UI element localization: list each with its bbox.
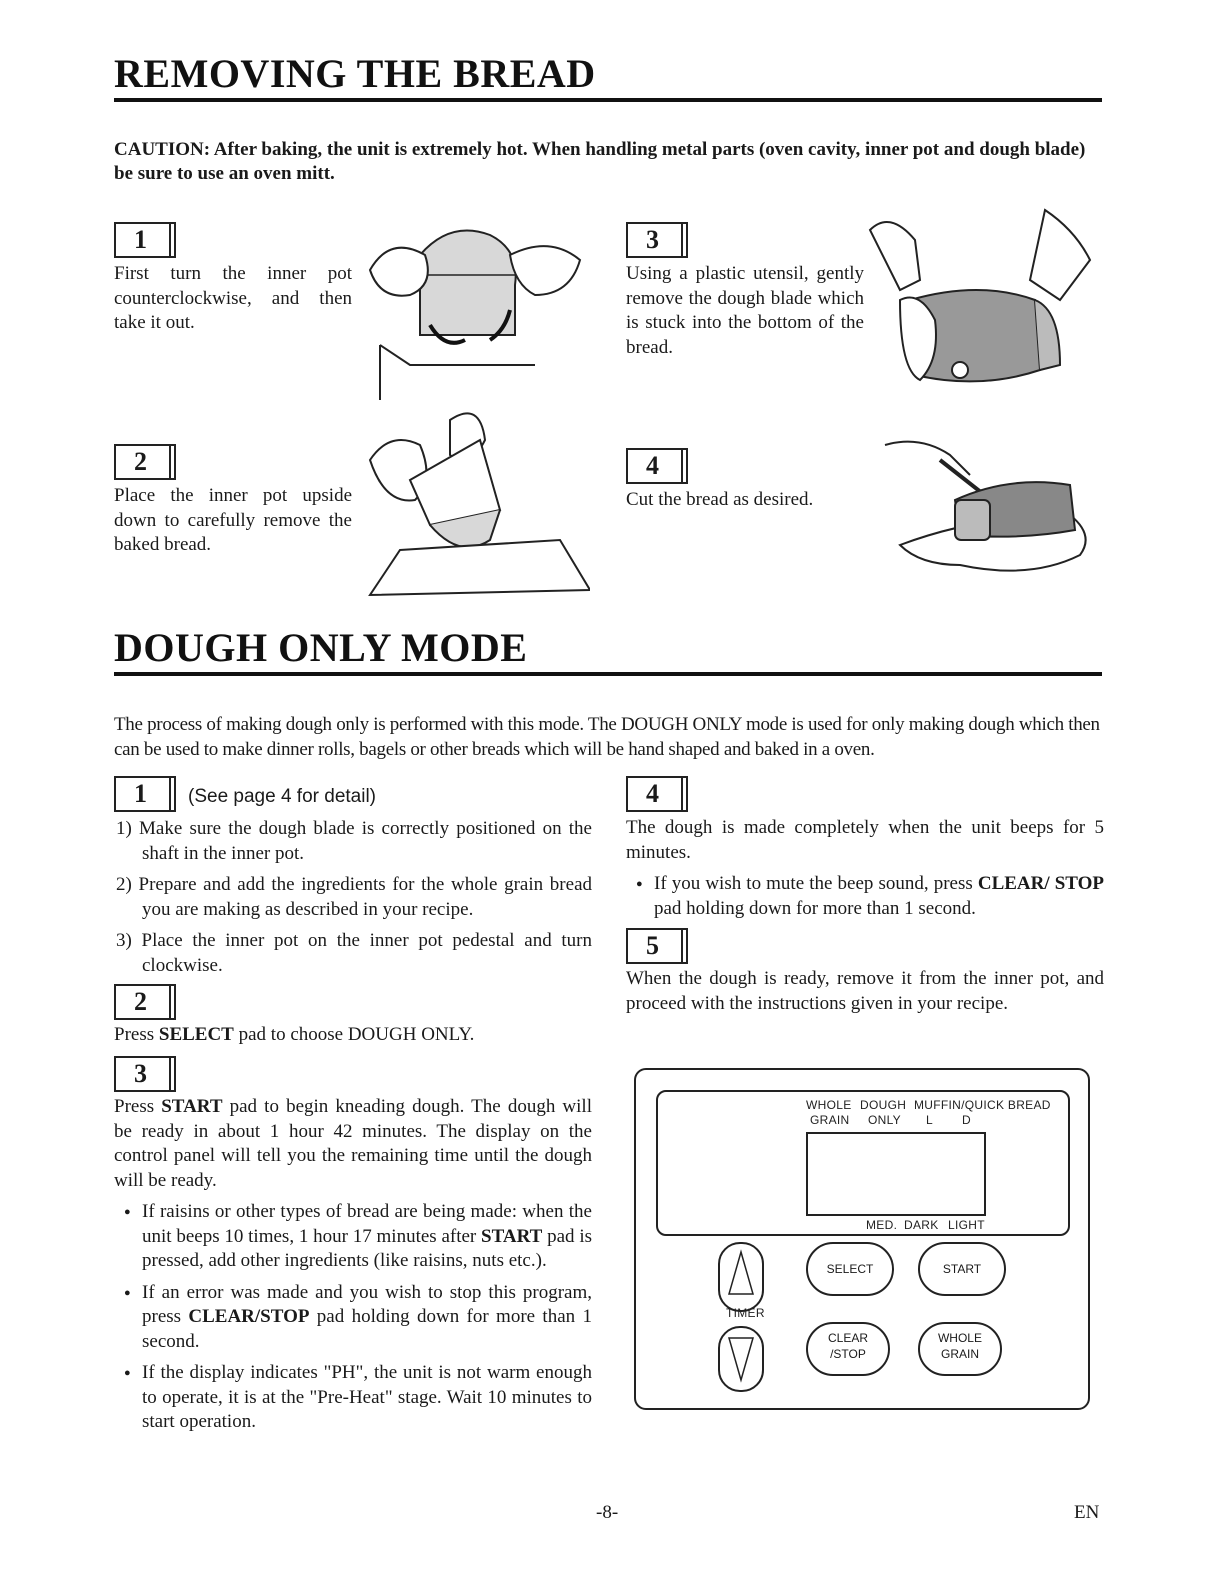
label-only: ONLY [868, 1113, 901, 1127]
start-button: START [918, 1242, 1006, 1296]
step-text: Cut the bread as desired. [626, 489, 814, 510]
step-text: Using a plastic utensil, gently remove the dough blade which is stuck into the bottom of the bread. [626, 263, 864, 358]
label-whole: WHOLE [806, 1098, 852, 1112]
item-text: Prepare and add the ingredients for the whole grain bread you are making as described in your recipe. [138, 874, 593, 920]
whole-grain-button: WHOLE GRAIN [918, 1322, 1002, 1376]
label-med: MED. [866, 1218, 898, 1232]
step3-bullets [116, 1200, 592, 1442]
step-text: Place the inner pot upside down to carefully remove the baked bread. [114, 485, 352, 555]
language-code: EN [1074, 1502, 1100, 1523]
step-number: 1 [114, 776, 176, 812]
page-number: -8- [596, 1502, 619, 1523]
dough-intro: The process of making dough only is performed with this mode. The DOUGH ONLY mode is used for only making dough which then can be used to make dinner rolls, bagels or other breads which will be hand shaped and baked in a oven. [114, 714, 1100, 760]
title-rule [114, 98, 1102, 102]
step-number: 3 [114, 1056, 176, 1092]
illustration-remove-pot [350, 215, 600, 400]
step-text: First turn the inner pot counterclockwise, and then take it out. [114, 263, 352, 333]
step-number: 5 [626, 928, 688, 964]
item-number: 2) [116, 874, 132, 895]
clear-stop-button: CLEAR /STOP [806, 1322, 890, 1376]
step4-text: The dough is made completely when the unit beeps for 5 minutes. [626, 817, 1104, 863]
timer-down-button [718, 1326, 764, 1392]
step-number: 4 [626, 448, 688, 484]
label-muffin: MUFFIN/QUICK BREAD [914, 1098, 1051, 1112]
step2-text: Press SELECT pad to choose DOUGH ONLY. [114, 1024, 475, 1045]
removing-title: REMOVING THE BREAD [114, 51, 596, 96]
step-number: 2 [114, 984, 176, 1020]
triangle-up-icon [720, 1244, 762, 1310]
illustration-cut-bread [880, 405, 1095, 595]
dough-title-rule [114, 672, 1102, 676]
lcd-screen [806, 1132, 986, 1216]
control-panel [634, 1068, 1090, 1410]
list-item: ● If an error was made and you wish to stop this program, press CLEAR/STOP pad holding down for more than 1 second. [116, 1281, 592, 1355]
timer-label: TIMER [726, 1306, 765, 1320]
list-item [116, 928, 592, 978]
step5-text: When the dough is ready, remove it from the inner pot, and proceed with the instructions given in your recipe. [626, 968, 1104, 1014]
list-item: ● If the display indicates "PH", the unit is not warm enough to operate, it is at the "Pre-Heat" stage. Wait 10 minutes to start operation. [116, 1361, 592, 1435]
caution-text: CAUTION: After baking, the unit is extremely hot. When handling metal parts (oven cavity, inner pot and dough blade) be sure to use an oven mitt. [114, 139, 1086, 184]
label-dark: DARK [904, 1218, 939, 1232]
step-number: 3 [626, 222, 688, 258]
item-number: 1) [116, 818, 132, 839]
item-text: Place the inner pot on the inner pot pedestal and turn clockwise. [141, 930, 593, 976]
label-grain: GRAIN [810, 1113, 850, 1127]
item-number: 3) [116, 930, 132, 951]
step-number: 2 [114, 444, 176, 480]
detail-note: (See page 4 for detail) [188, 786, 377, 807]
illustration-upside-down [360, 400, 590, 600]
item-text: Make sure the dough blade is correctly positioned on the shaft in the inner pot. [139, 818, 592, 864]
select-button: SELECT [806, 1242, 894, 1296]
list-item [116, 872, 592, 922]
step-number: 4 [626, 776, 688, 812]
triangle-down-icon [720, 1328, 762, 1390]
display-frame [656, 1090, 1070, 1236]
step-number: 1 [114, 222, 176, 258]
timer-up-button [718, 1242, 764, 1312]
dough-title: DOUGH ONLY MODE [114, 625, 528, 670]
label-light: LIGHT [948, 1218, 985, 1232]
label-l: L [926, 1113, 933, 1127]
step3-text: Press START pad to begin kneading dough. The dough will be ready in about 1 hour 42 minutes. The display on the control panel will tell you the remaining time until the dough will be ready. [114, 1096, 592, 1191]
step1-list [116, 816, 592, 984]
step4-bullets [628, 872, 1104, 928]
list-item [116, 816, 592, 866]
list-item: ● If you wish to mute the beep sound, press CLEAR/ STOP pad holding down for more than 1 second. [628, 872, 1104, 921]
label-dough: DOUGH [860, 1098, 907, 1112]
list-item: ● If raisins or other types of bread are being made: when the unit beeps 10 times, 1 hour 17 minutes after START pad is pressed, add other ingredients (like raisins, nuts etc.). [116, 1200, 592, 1274]
illustration-remove-blade [860, 190, 1105, 415]
label-d: D [962, 1113, 971, 1127]
